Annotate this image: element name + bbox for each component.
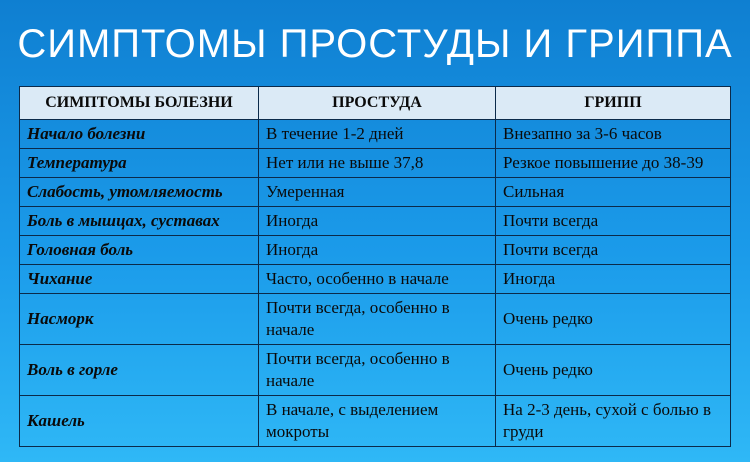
table-row: [20, 207, 731, 236]
cold-cell: Иногда: [259, 236, 496, 265]
header-symptoms: СИМПТОМЫ БОЛЕЗНИ: [20, 87, 259, 120]
symptom-cell: Температура: [20, 149, 259, 178]
flu-cell: Внезапно за 3-6 часов: [496, 120, 731, 149]
table-row: [20, 178, 731, 207]
cold-cell: Часто, особенно в начале: [259, 265, 496, 294]
table-row: [20, 265, 731, 294]
symptoms-table: [19, 86, 731, 447]
table-row: [20, 294, 731, 345]
page-title: СИМПТОМЫ ПРОСТУДЫ И ГРИППА: [17, 22, 733, 66]
flu-cell: Резкое повышение до 38-39: [496, 149, 731, 178]
header-cold: ПРОСТУДА: [259, 87, 496, 120]
symptom-cell: Слабость, утомляемость: [20, 178, 259, 207]
symptom-cell: Кашель: [20, 396, 259, 447]
flu-cell: Почти всегда: [496, 207, 731, 236]
cold-cell: Умеренная: [259, 178, 496, 207]
symptom-cell: Головная боль: [20, 236, 259, 265]
flu-cell: Иногда: [496, 265, 731, 294]
cold-cell: Почти всегда, особенно в начале: [259, 345, 496, 396]
table-row: [20, 149, 731, 178]
cold-cell: В течение 1-2 дней: [259, 120, 496, 149]
symptom-cell: Воль в горле: [20, 345, 259, 396]
table-row: [20, 396, 731, 447]
symptom-cell: Боль в мышцах, суставах: [20, 207, 259, 236]
table-row: [20, 236, 731, 265]
flu-cell: На 2-3 день, сухой с болью в груди: [496, 396, 731, 447]
header-flu: ГРИПП: [496, 87, 731, 120]
table-header-row: [20, 87, 731, 120]
cold-cell: Почти всегда, особенно в начале: [259, 294, 496, 345]
table-row: [20, 345, 731, 396]
symptom-cell: Чихание: [20, 265, 259, 294]
flu-cell: Очень редко: [496, 294, 731, 345]
symptom-cell: Насморк: [20, 294, 259, 345]
flu-cell: Очень редко: [496, 345, 731, 396]
cold-cell: Иногда: [259, 207, 496, 236]
symptom-cell: Начало болезни: [20, 120, 259, 149]
cold-cell: В начале, с выделением мокроты: [259, 396, 496, 447]
cold-cell: Нет или не выше 37,8: [259, 149, 496, 178]
flu-cell: Почти всегда: [496, 236, 731, 265]
flu-cell: Сильная: [496, 178, 731, 207]
table-row: [20, 120, 731, 149]
